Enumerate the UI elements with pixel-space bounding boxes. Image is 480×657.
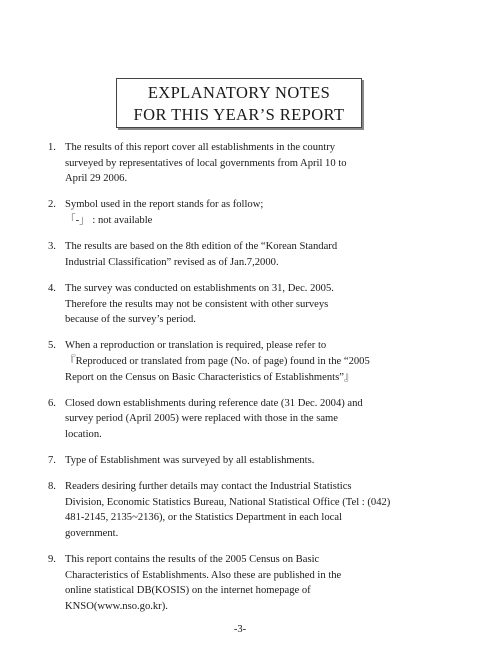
note-text-line: Symbol used in the report stands for as follow; [65, 199, 264, 211]
note-text-line: Readers desiring further details may contact the Industrial Statistics [65, 481, 352, 493]
note-text-line: location. [65, 428, 102, 440]
note-text-line: surveyed by representatives of local governments from April 10 to [65, 157, 347, 169]
note-text-line: KNSO(www.nso.go.kr). [65, 601, 168, 612]
note-number: 1. [48, 142, 56, 153]
note-text-line: The survey was conducted on establishments on 31, Dec. 2005. [65, 282, 334, 294]
note-item [48, 239, 436, 270]
note-number: 8. [48, 481, 56, 493]
note-text-line: Type of Establishment was surveyed by all establishments. [65, 455, 315, 467]
notes-list [48, 140, 436, 625]
note-text-line: 『Reproduced or translated from page (No. of page) found in the “2005 [65, 355, 370, 367]
note-text-line: Closed down establishments during reference date (31 Dec. 2004) and [65, 397, 363, 409]
note-number: 9. [48, 554, 56, 566]
note-text-line: April 29 2006. [65, 173, 128, 185]
title-line-1: EXPLANATORY NOTES [147, 83, 331, 102]
note-number: 4. [48, 282, 56, 294]
note-text-line: Division, Economic Statistics Bureau, National Statistical Office (Tel : (042) [65, 496, 391, 508]
note-text-line: online statistical DB(KOSIS) on the internet homepage of [65, 585, 311, 597]
note-text-line: because of the survey’s period. [65, 314, 196, 326]
note-text-line: 「-」 : not available [65, 214, 153, 226]
note-item [48, 552, 436, 614]
note-number: 2. [48, 199, 56, 211]
note-item [48, 396, 436, 443]
note-text-line: 481-2145, 2135~2136), or the Statistics Department in each local [65, 512, 342, 524]
note-text-line: government. [65, 528, 119, 540]
note-item [48, 453, 436, 469]
note-text-line: survey period (April 2005) were replaced with those in the same [65, 413, 338, 425]
note-number: 6. [48, 397, 56, 409]
note-item [48, 197, 436, 228]
note-number: 7. [48, 455, 56, 467]
note-number: 5. [48, 340, 56, 352]
note-text-line: Characteristics of Establishments. Also these are published in the [65, 569, 342, 581]
note-item [48, 479, 436, 541]
note-item [48, 140, 436, 187]
note-text-line: The results are based on the 8th edition of the “Korean Standard [65, 241, 338, 253]
note-text-line: The results of this report cover all establishments in the country [65, 142, 336, 153]
title-line-2: FOR THIS YEAR’S REPORT [133, 105, 345, 124]
note-text-line: This report contains the results of the 2005 Census on Basic [65, 554, 320, 566]
note-text-line: Therefore the results may not be consistent with other surveys [65, 298, 329, 310]
note-text-line: Industrial Classification” revised as of Jan.7,2000. [65, 256, 279, 268]
page-number: -3- [233, 624, 247, 635]
note-text-line: Report on the Census on Basic Characteristics of Establishments”』 [65, 371, 355, 383]
title-box [116, 78, 362, 128]
note-item [48, 281, 436, 328]
note-item [48, 338, 436, 385]
note-number: 3. [48, 241, 56, 253]
note-text-line: When a reproduction or translation is required, please refer to [65, 340, 327, 352]
